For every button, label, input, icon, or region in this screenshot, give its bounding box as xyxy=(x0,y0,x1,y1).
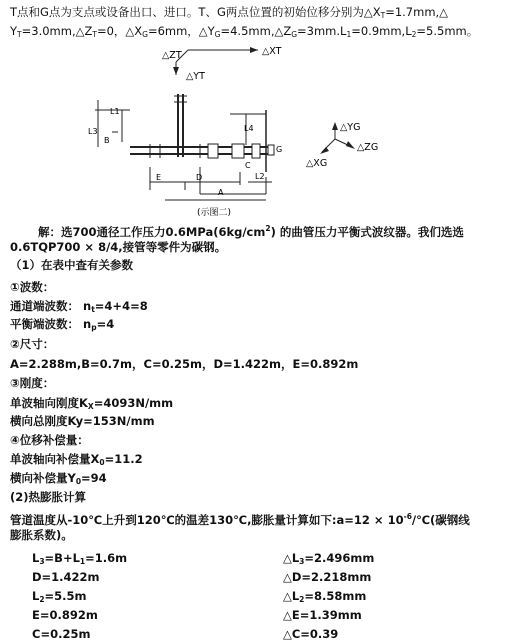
text: 单波轴向补偿量X xyxy=(10,452,100,466)
intro-text: =0.9mm,L xyxy=(351,24,412,38)
sub: t xyxy=(91,305,95,314)
intro-sub: T xyxy=(17,30,22,39)
calc-sub: 1 xyxy=(79,557,86,566)
intro-sub: 2 xyxy=(411,30,417,39)
thermal-line-2: 膨胀系数)。 xyxy=(10,528,73,542)
calc-left xyxy=(32,608,98,622)
stiffness-heading: ③刚度： xyxy=(10,376,55,390)
calc-text: =2.496mm xyxy=(304,551,375,565)
intro-text: =3.0mm,△Z xyxy=(21,24,93,38)
step-2-heading: (2)热膨胀计算 xyxy=(10,490,87,504)
intro-text: =6mm，△Y xyxy=(147,24,215,38)
piping-diagram xyxy=(0,42,522,222)
label-g: G xyxy=(276,145,283,154)
solution-sup: 2 xyxy=(265,224,271,233)
text: 管道温度从-10℃上升到120℃的温差130℃,膨胀量计算如下:a=12 × 10 xyxy=(10,513,404,527)
bellows-end xyxy=(10,299,148,317)
calc-right xyxy=(283,627,338,641)
calc-right xyxy=(283,589,366,604)
calc-text: △D=2.218mm xyxy=(283,570,372,584)
label-l3: L3 xyxy=(88,127,98,136)
label-e: E xyxy=(156,173,162,182)
sub: 0 xyxy=(75,477,82,486)
calc-text: =1.6m xyxy=(85,551,128,565)
calc-text: =8.58mm xyxy=(304,589,367,603)
label-a: A xyxy=(218,188,224,197)
calc-right xyxy=(283,570,371,584)
size-values: A=2.288m,B=0.7m，C=0.25m，D=1.422m，E=0.892m xyxy=(10,357,359,371)
sup: -6 xyxy=(403,512,412,521)
solution-line-2: 0.6TQP700 × 8/4,接管等零件为碳钢。 xyxy=(10,240,227,254)
step-1-heading: （1）在表中查有关参数 xyxy=(10,258,134,272)
solution-line-1 xyxy=(38,221,464,240)
intro-text: =4.5mm,△Z xyxy=(220,24,292,38)
bellows-heading: ①波数： xyxy=(10,280,55,294)
intro-sub: T xyxy=(92,30,97,39)
label-c: C xyxy=(245,161,251,170)
solution-text: 解：选700通径工作压力0.6MPa(6kg/cm xyxy=(38,225,266,239)
calc-left xyxy=(32,627,90,641)
sub: X xyxy=(87,402,94,411)
calc-text: =5.5m xyxy=(44,589,87,603)
calc-text: △E=1.39mm xyxy=(283,608,362,622)
calc-right xyxy=(283,608,362,622)
calc-text: =B+L xyxy=(44,551,80,565)
sub: 0 xyxy=(99,458,105,467)
label-d: D xyxy=(196,173,203,182)
calc-left xyxy=(32,570,100,584)
intro-text: =5.5mm。 xyxy=(416,24,479,38)
text: =94 xyxy=(81,471,107,485)
label-dzg: △ZG xyxy=(357,142,379,153)
label-dyg: △YG xyxy=(340,122,361,133)
text: 通道端波数： n xyxy=(10,299,92,313)
calc-text: D=1.422m xyxy=(32,570,100,584)
calc-left xyxy=(32,551,127,566)
intro-text: T点和G点为支点或设备出口、进口。T、G两点位置的初始位移分别为△X xyxy=(10,5,381,19)
calc-sub: 3 xyxy=(39,557,45,566)
label-l1: L1 xyxy=(110,107,120,116)
compensation-heading: ④位移补偿量： xyxy=(10,433,89,447)
text: 单波轴向刚度K xyxy=(10,396,88,410)
compensation-lateral xyxy=(10,471,107,489)
calc-text: C=0.25m xyxy=(32,627,91,641)
label-dxg: △XG xyxy=(306,158,328,169)
calc-right xyxy=(283,551,374,566)
label-l4: L4 xyxy=(244,124,254,133)
intro-sub: T xyxy=(380,11,386,20)
label-dzt: △ZT xyxy=(162,50,182,61)
label-l2: L2 xyxy=(255,172,265,181)
stiffness-lateral: 横向总刚度Ky=153N/mm xyxy=(10,414,155,428)
intro-sub: G xyxy=(142,30,148,39)
text: 横向补偿量Y xyxy=(10,471,76,485)
label-dyt: △YT xyxy=(186,71,205,82)
calc-text: △L xyxy=(283,589,300,603)
diagram-caption: (示图二) xyxy=(197,208,232,218)
calc-text: △C=0.39 xyxy=(283,627,339,641)
intro-sub: G xyxy=(214,30,221,39)
sub: p xyxy=(91,323,97,332)
text: =4 xyxy=(96,317,115,331)
label-dxt: △XT xyxy=(262,46,282,57)
intro-line-2 xyxy=(10,24,478,42)
calc-text: L xyxy=(32,551,40,565)
compensation-axial xyxy=(10,452,143,470)
bellows-balance xyxy=(10,317,114,335)
text: /℃(碳钢线 xyxy=(411,513,470,527)
calc-text: L xyxy=(32,589,40,603)
calc-sub: 2 xyxy=(299,595,305,604)
calc-sub: 3 xyxy=(299,557,305,566)
intro-text: Y xyxy=(10,24,18,38)
intro-line-1 xyxy=(10,5,448,23)
intro-text: =1.7mm,△ xyxy=(385,5,449,19)
calc-text: E=0.892m xyxy=(32,608,98,622)
text: =11.2 xyxy=(104,452,143,466)
size-heading: ②尺寸： xyxy=(10,337,55,351)
intro-text: =3mm.L xyxy=(297,24,347,38)
calc-left xyxy=(32,589,87,604)
stiffness-axial xyxy=(10,396,173,414)
intro-sub: G xyxy=(291,30,298,39)
calc-text: △L xyxy=(283,551,300,565)
text: 平衡端波数： n xyxy=(10,317,92,331)
solution-text: ) 的曲管压力平衡式波纹器。我们选选 xyxy=(270,225,464,239)
text: =4+4=8 xyxy=(94,299,148,313)
text: =4093N/mm xyxy=(93,396,174,410)
calc-sub: 2 xyxy=(39,595,45,604)
thermal-line-1 xyxy=(10,509,470,528)
intro-text: =0，△X xyxy=(96,24,143,38)
label-b: B xyxy=(104,136,110,145)
intro-sub: 1 xyxy=(346,30,352,39)
